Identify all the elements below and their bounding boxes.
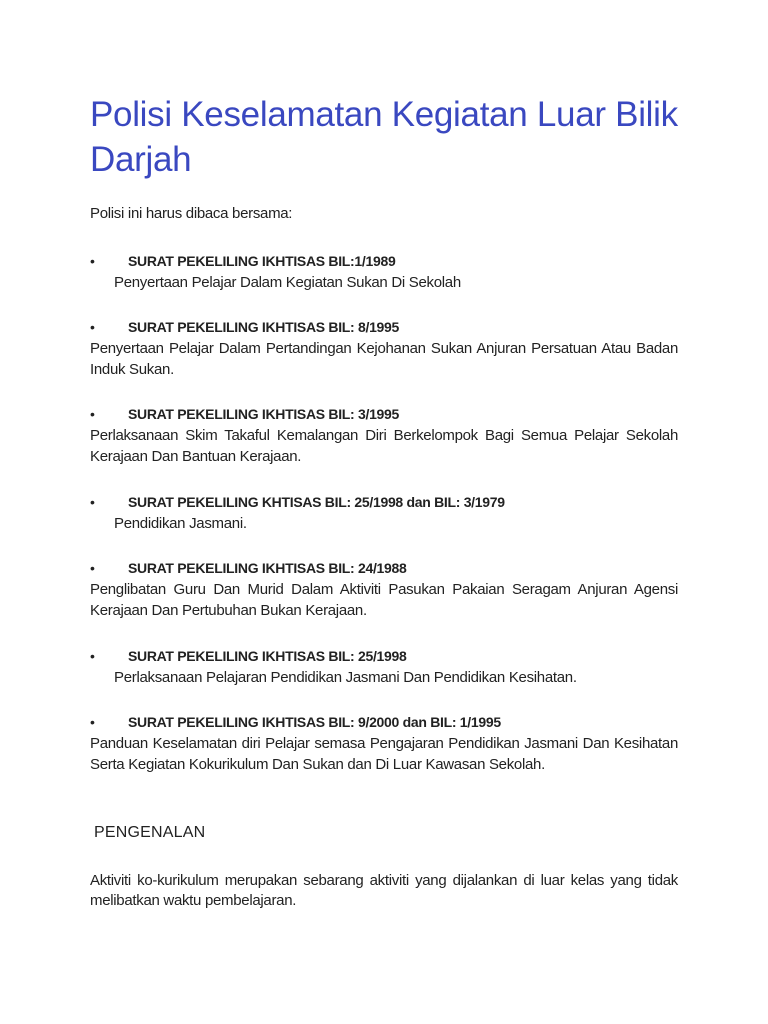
reference-title: SURAT PEKELILING KHTISAS BIL: 25/1998 dan BIL: 3/1979 [128,494,505,510]
section-body: Aktiviti ko-kurikulum merupakan sebarang aktiviti yang dijalankan di luar kelas yang tidak melibatkan waktu pembelajaran. [90,872,678,909]
bullet-icon: • [90,253,95,269]
reference-description: Penglibatan Guru Dan Murid Dalam Aktiviti Pasukan Pakaian Seragam Anjuran Agensi Kerajaan Dan Pertubuhan Bukan Kerajaan. [90,581,678,619]
reference-description: Penyertaan Pelajar Dalam Kegiatan Sukan Di Sekolah [114,274,461,291]
reference-item-3 [90,403,678,467]
reference-description: Panduan Keselamatan diri Pelajar semasa Pengajaran Pendidikan Jasmani Dan Kesihatan Serta Kegiatan Kokurikulum Dan Sukan dan Di Luar Kawasan Sekolah. [90,735,678,773]
bullet-icon: • [90,494,95,510]
reference-description: Perlaksanaan Skim Takaful Kemalangan Diri Berkelompok Bagi Semua Pelajar Sekolah Kerajaan Dan Bantuan Kerajaan. [90,427,678,465]
bullet-icon: • [90,406,95,422]
reference-title: SURAT PEKELILING IKHTISAS BIL: 25/1998 [128,648,407,664]
document-title: Polisi Keselamatan Kegiatan Luar Bilik Darjah [90,95,678,179]
reference-title: SURAT PEKELILING IKHTISAS BIL:1/1989 [128,253,396,269]
reference-item-1 [90,250,678,293]
reference-description: Perlaksanaan Pelajaran Pendidikan Jasmani Dan Pendidikan Kesihatan. [114,669,577,686]
bullet-icon: • [90,648,95,664]
reference-item-2 [90,316,678,380]
reference-title: SURAT PEKELILING IKHTISAS BIL: 24/1988 [128,560,407,576]
reference-description: Penyertaan Pelajar Dalam Pertandingan Kejohanan Sukan Anjuran Persatuan Atau Badan Induk Sukan. [90,340,678,378]
intro-text: Polisi ini harus dibaca bersama: [90,205,293,222]
reference-title: SURAT PEKELILING IKHTISAS BIL: 9/2000 dan BIL: 1/1995 [128,714,501,730]
reference-item-7 [90,711,678,775]
section-heading: PENGENALAN [94,824,206,841]
reference-title: SURAT PEKELILING IKHTISAS BIL: 3/1995 [128,406,400,422]
bullet-icon: • [90,714,95,730]
bullet-icon: • [90,319,95,335]
reference-title: SURAT PEKELILING IKHTISAS BIL: 8/1995 [128,319,400,335]
reference-item-6 [90,645,678,688]
bullet-icon: • [90,560,95,576]
reference-item-5 [90,557,678,621]
reference-description: Pendidikan Jasmani. [114,515,247,532]
reference-item-4 [90,491,678,534]
